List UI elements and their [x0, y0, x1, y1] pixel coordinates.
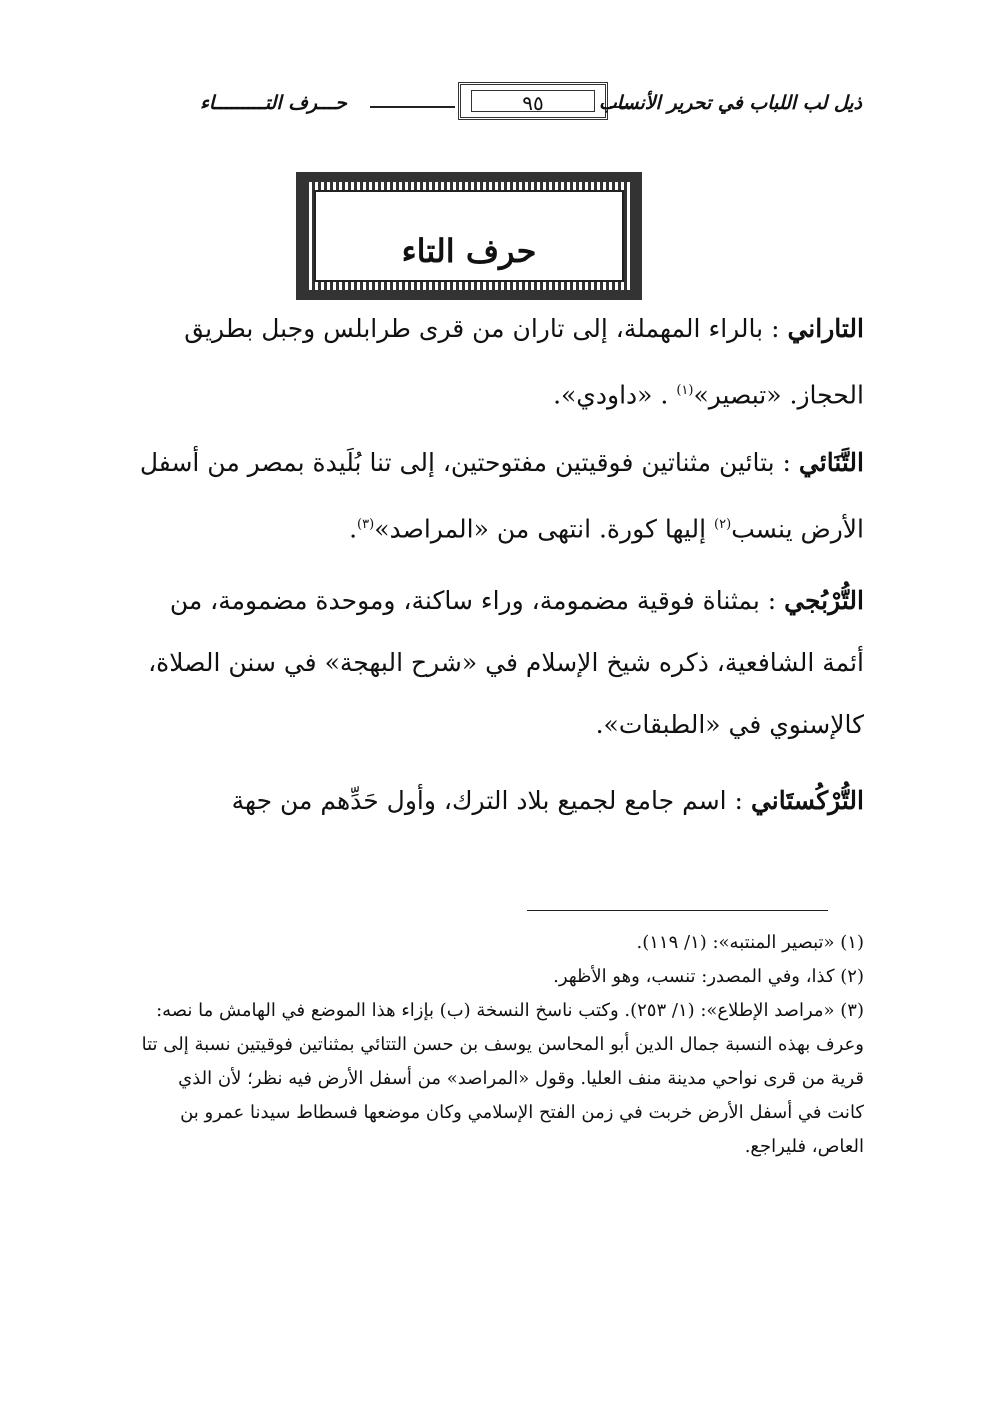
entry-headword: التُّرْبُجي	[784, 586, 864, 615]
footnote-ref: (٣)	[357, 517, 375, 532]
footnote-3: (٣) «مراصد الإطلاع»: (١/ ٢٥٣). وكتب ناسخ النسخة (ب) بإزاء هذا الموضع في الهامش ما نصه: وعرف بهذه النسبة جمال الدين أبو المحاسن يوسف بن حسن التتائي بمثناتين فوقيتين نسبة إلى تتا قرية من قرى نواحي مدينة منف العليا. وقول «المراصد» من أسفل الأرض فيه نظر؛ لأن الذي كانت في أسفل الأرض خربت في زمن الفتح الإسلامي وكان موضعها فسطاط سيدنا عمرو بن العاص، فليراجع.	[141, 1000, 864, 1157]
header-rule-left	[370, 106, 455, 108]
entry-headword: التَّنَائي	[798, 448, 864, 477]
entry-headword: التاراني	[787, 314, 864, 343]
page-number: ٩٥	[522, 91, 544, 115]
running-header	[140, 82, 862, 122]
entry-text: : بتائين مثناتين فوقيتين مفتوحتين، إلى تنا بُلَيدة بمصر من أسفل الأرض ينسب	[139, 448, 864, 544]
footnote-2: (٢) كذا، وفي المصدر: تنسب، وهو الأظهر.	[553, 966, 864, 987]
entry-turkistani	[139, 770, 864, 832]
entry-text: : بمثناة فوقية مضمومة، وراء ساكنة، وموحدة مضمومة، من أئمة الشافعية، ذكره شيخ الإسلام في «شرح البهجة» في سنن الصلاة، كالإسنوي في «الطبقات».	[148, 586, 864, 739]
footnotes	[139, 926, 864, 1164]
chapter-title-frame	[296, 172, 642, 300]
footnote-separator	[527, 910, 828, 911]
header-book-title: ذيل لب اللباب في تحرير الأنساب	[598, 92, 862, 114]
entry-headword: التُّرْكُستَاني	[750, 786, 864, 815]
entry-text: : اسم جامع لجميع بلاد الترك، وأول حَدِّهم من جهة	[231, 786, 743, 815]
footnote-ref: (١)	[676, 383, 694, 398]
footnote-1: (١) «تبصير المنتبه»: (١/ ١١٩).	[636, 932, 864, 953]
entry-taarani	[139, 298, 864, 426]
chapter-title: حرف التاء	[401, 232, 537, 270]
header-chapter: حـــرف التـــــــــاء	[200, 92, 347, 114]
entry-text: . «داودي».	[553, 380, 669, 410]
entry-text: : بالراء المهملة، إلى تاران من قرى طرابلس وجبل بطريق الحجاز. «تبصير»	[184, 314, 864, 410]
entry-text: إليها كورة. انتهى من «المراصد»	[374, 514, 707, 544]
entry-turbuji	[139, 570, 864, 756]
page-number-box	[458, 82, 608, 120]
chapter-title-inner	[314, 190, 624, 282]
entry-tanaai	[139, 432, 864, 560]
entry-text: .	[349, 514, 358, 544]
footnote-ref: (٢)	[714, 517, 732, 532]
